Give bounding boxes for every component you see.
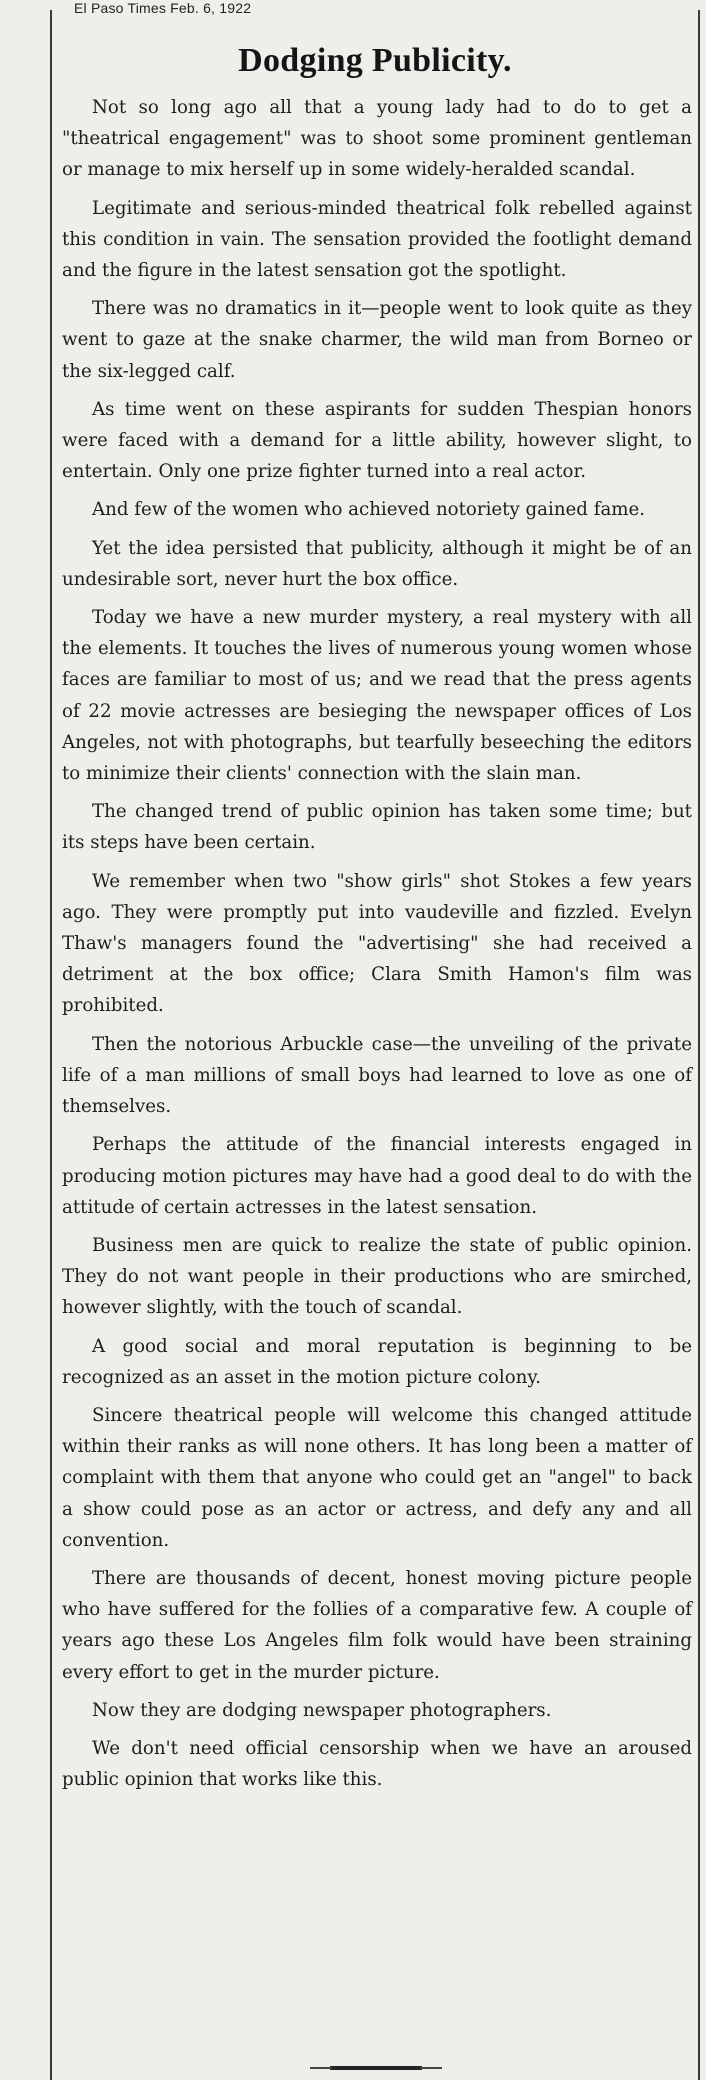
paragraph: Yet the idea persisted that publicity, although it might be of an undesirable sort, never hurt the box office. — [62, 537, 692, 590]
paragraph: Then the notorious Arbuckle case—the unveiling of the private life of a man millions of small boys had learned to love as one of themselves. — [62, 1033, 692, 1118]
paragraph: Sincere theatrical people will welcome this changed attitude within their ranks as will none others. It has long been a matter of complaint with them that anyone who could get an "angel" to back a show could pose as an actor or actress, and defy any and all convention. — [62, 1404, 692, 1551]
paragraph: A good social and moral reputation is beginning to be recognized as an asset in the motion picture colony. — [62, 1335, 692, 1388]
paragraph: Today we have a new murder mystery, a real mystery with all the elements. It touches the lives of numerous young women whose faces are familiar to most of us; and we read that the press agents of 22 movie actresses are besieging the newspaper offices of Los Angeles, not with photographs, but tearfully beseeching the editors to minimize their clients' connection with the slain man. — [62, 607, 692, 785]
article-body — [62, 92, 692, 1802]
paragraph: Now they are dodging newspaper photographers. — [92, 1699, 552, 1721]
paragraph: Perhaps the attitude of the financial interests engaged in producing motion pictures may have had a good deal to do with the attitude of certain actresses in the latest sensation. — [62, 1134, 692, 1218]
paragraph: Not so long ago all that a young lady had to do to get a "theatrical engagement" was to shoot some prominent gentleman or manage to mix herself up in some widely-heralded scandal. — [62, 97, 692, 181]
paragraph: As time went on these aspirants for sudden Thespian honors were faced with a demand for a little ability, however slight, to entertain. Only one prize fighter turned into a real actor. — [62, 398, 692, 483]
column-rule-right — [698, 10, 700, 2080]
source-line: El Paso Times Feb. 6, 1922 — [74, 0, 252, 16]
paragraph: The changed trend of public opinion has taken some time; but its steps have been certain. — [62, 801, 692, 854]
headline: Dodging Publicity. — [238, 42, 512, 79]
paragraph: Business men are quick to realize the state of public opinion. They do not want people in their productions who are smirched, however slightly, with the touch of scandal. — [62, 1234, 692, 1319]
paragraph: We remember when two "show girls" shot Stokes a few years ago. They were promptly put into vaudeville and fizzled. Evelyn Thaw's managers found the "advertising" she had received a detriment at the box office; Clara Smith Hamon's film was prohibited. — [62, 870, 692, 1017]
paragraph: Legitimate and serious-minded theatrical folk rebelled against this condition in vain. The sensation provided the footlight demand and the figure in the latest sensation got the spotlight. — [62, 197, 692, 282]
paragraph: We don't need official censorship when we have an aroused public opinion that works like this. — [62, 1737, 692, 1791]
paragraph: There are thousands of decent, honest moving picture people who have suffered for the follies of a comparative few. A couple of years ago these Los Angeles film folk would have been straining every effort to get in the murder picture. — [62, 1567, 692, 1683]
paragraph: There was no dramatics in it—people went to look quite as they went to gaze at the snake charmer, the wild man from Borneo or the six-legged calf. — [62, 298, 692, 382]
end-rule-dash — [330, 2066, 422, 2070]
column-rule-left — [50, 10, 52, 2080]
paragraph: And few of the women who achieved notoriety gained fame. — [92, 499, 646, 521]
